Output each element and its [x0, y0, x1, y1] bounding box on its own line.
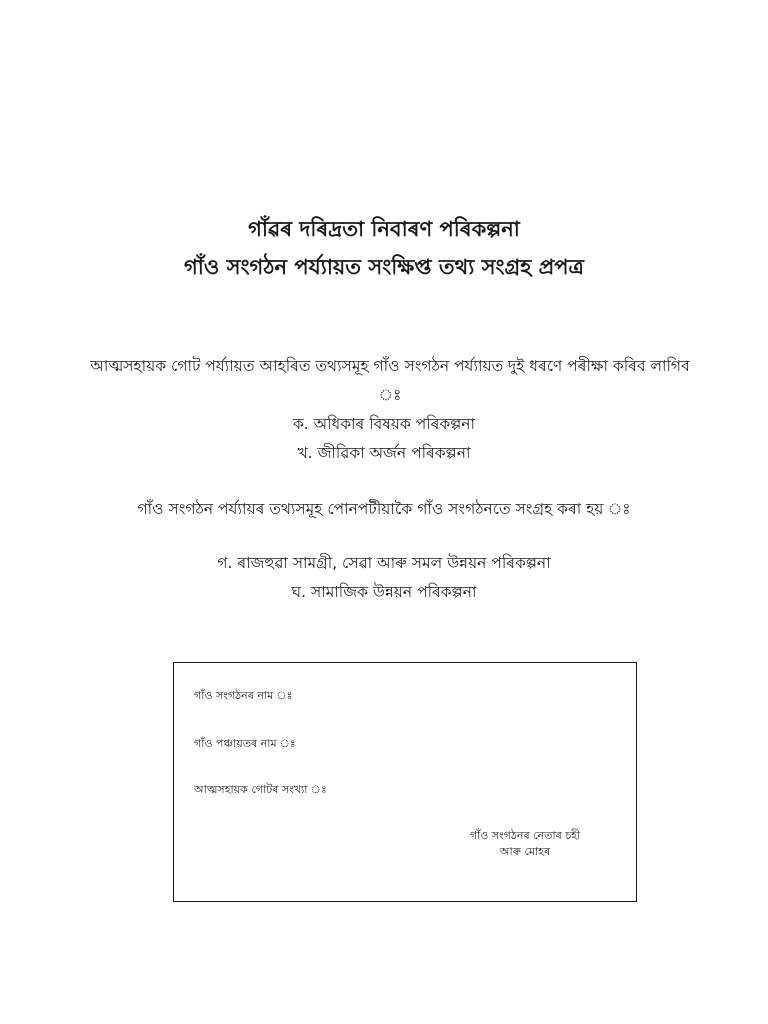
document-title: [0, 210, 768, 286]
vo-section-heading: গাঁও সংগঠন পৰ্য্যায়ৰ তথ্যসমূহ পোনপটীয়াকৈ গাঁও সংগঠনতে সংগ্ৰহ কৰা হয় ঃ: [137, 500, 631, 518]
title-line-2: গাঁও সংগঠন পৰ্য্যায়ত সংক্ষিপ্ত তথ্য সংগ্ৰহ প্ৰপত্ৰ: [184, 255, 584, 279]
shg-count-label: আত্মসহায়ক গোটৰ সংখ্যা ঃ: [194, 783, 327, 796]
vo-name-label: গাঁও সংগঠনৰ নাম ঃ: [194, 689, 293, 702]
item-d: ঘ. সামাজিক উন্নয়ন পৰিকল্পনা: [291, 583, 477, 601]
title-line-1: গাঁৱৰ দৰিদ্ৰতা নিবাৰণ পৰিকল্পনা: [248, 217, 520, 241]
intro-paragraph: আত্মসহায়ক গোট পৰ্য্যায়ত আহৰিত তথ্যসমূহ গাঁও সংগঠন পৰ্য্যায়ত দুই ধৰণে পৰীক্ষা কৰিব লাগিব ঃ: [90, 357, 690, 404]
signature-block: [450, 828, 600, 860]
item-b: খ. জীৱিকা অৰ্জন পৰিকল্পনা: [297, 444, 471, 462]
item-a: ক. অধিকাৰ বিষয়ক পৰিকল্পনা: [292, 415, 476, 433]
signature-line-2: আৰু মোহৰ: [499, 845, 551, 858]
form-box: [173, 662, 637, 902]
signature-line-1: গাঁও সংগঠনৰ নেতাৰ চহী: [469, 829, 581, 842]
panchayat-name-label: গাঁও পঞ্চায়তৰ নাম ঃ: [194, 737, 296, 750]
item-c: গ. ৰাজহুৱা সামগ্ৰী, সেৱা আৰু সমল উন্নয়ন পৰিকল্পনা: [217, 554, 551, 572]
